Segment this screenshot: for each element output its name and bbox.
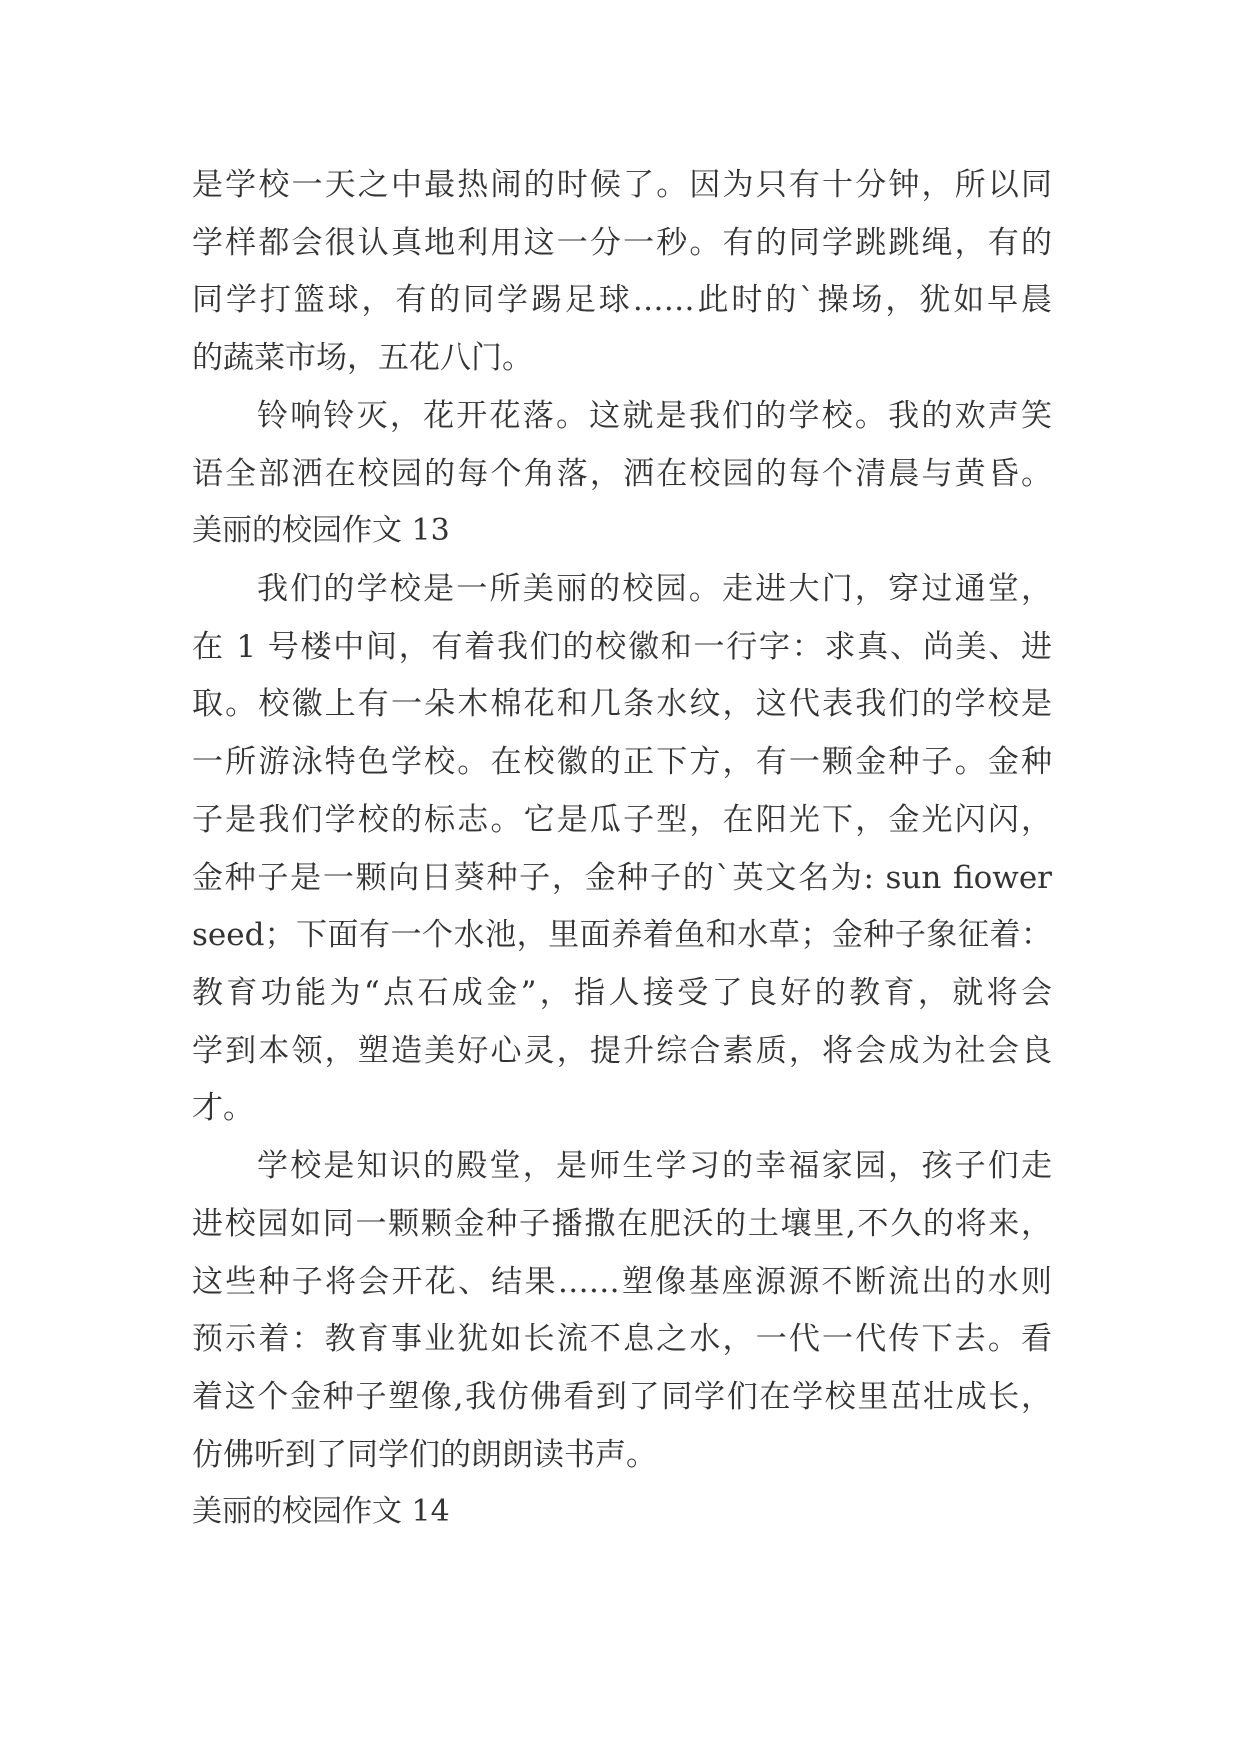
text-line: 取。校徽上有一朵木棉花和几条水纹，这代表我们的学校是 xyxy=(192,686,1052,722)
paragraph-first-line: 我们的学校是一所美丽的校园。走进大门，穿过通堂， xyxy=(257,571,1052,607)
section-heading: 美丽的校园作文 14 xyxy=(192,1494,450,1529)
text-line: 语全部洒在校园的每个角落，洒在校园的每个清晨与黄昏。 xyxy=(192,456,1052,492)
section-heading: 美丽的校园作文 13 xyxy=(192,513,450,548)
text-line: 仿佛听到了同学们的朗朗读书声。 xyxy=(192,1437,657,1473)
text-line: 一所游泳特色学校。在校徽的正下方，有一颗金种子。金种 xyxy=(192,744,1052,780)
text-line: 学到本领，塑造美好心灵，提升综合素质，将会成为社会良 xyxy=(192,1033,1052,1069)
text-line: 是学校一天之中最热闹的时候了。因为只有十分钟，所以同 xyxy=(192,167,1052,203)
text-line: 同学打篮球，有的同学踢足球……此时的`操场，犹如早晨 xyxy=(192,282,1052,318)
text-line: 在 1 号楼中间，有着我们的校徽和一行字：求真、尚美、进 xyxy=(192,629,1052,665)
text-line: 教育功能为“点石成金”，指人接受了良好的教育，就将会 xyxy=(192,975,1052,1011)
text-line: 的蔬菜市场，五花八门。 xyxy=(192,340,533,376)
text-line: 着这个金种子塑像,我仿佛看到了同学们在学校里茁壮成长， xyxy=(192,1379,1052,1415)
text-line: 学样都会很认真地利用这一分一秒。有的同学跳跳绳，有的 xyxy=(192,225,1052,261)
text-line: seed；下面有一个水池，里面养着鱼和水草；金种子象征着： xyxy=(192,917,1052,953)
text-line: 这些种子将会开花、结果……塑像基座源源不断流出的水则 xyxy=(192,1264,1052,1300)
text-line: 进校园如同一颗颗金种子播撒在肥沃的土壤里,不久的将来， xyxy=(192,1206,1052,1242)
text-line: 才。 xyxy=(192,1090,254,1126)
text-line: 金种子是一颗向日葵种子，金种子的`英文名为: sun fiower xyxy=(192,860,1052,896)
text-line: 预示着：教育事业犹如长流不息之水，一代一代传下去。看 xyxy=(192,1321,1052,1357)
paragraph-first-line: 铃响铃灭，花开花落。这就是我们的学校。我的欢声笑 xyxy=(257,398,1052,434)
text-line: 子是我们学校的标志。它是瓜子型，在阳光下，金光闪闪， xyxy=(192,802,1052,838)
paragraph-first-line: 学校是知识的殿堂，是师生学习的幸福家园，孩子们走 xyxy=(257,1148,1052,1184)
